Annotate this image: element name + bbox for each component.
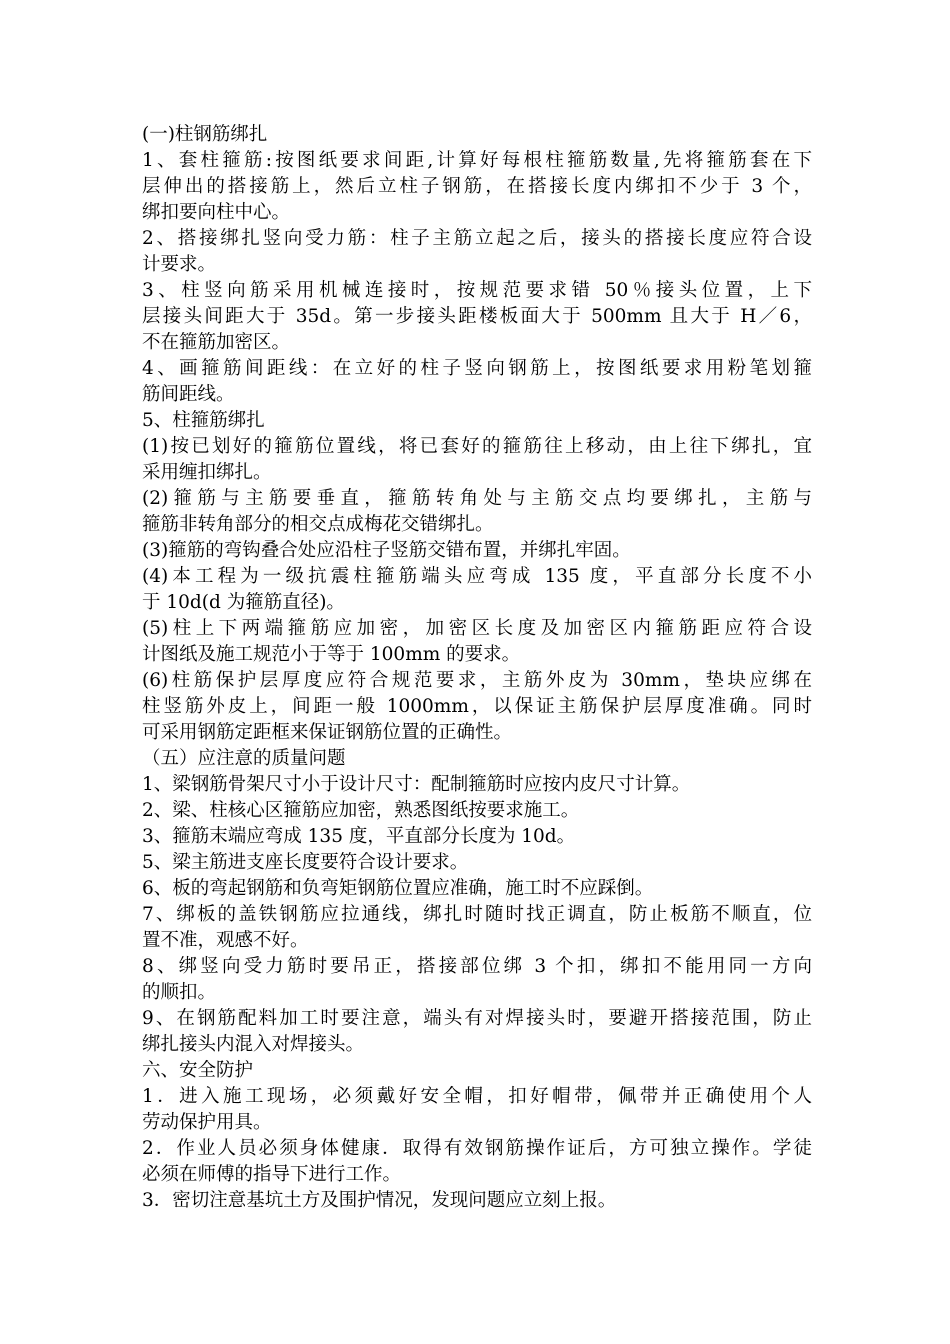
- text-line: 4、画箍筋间距线：在立好的柱子竖向钢筋上，按图纸要求用粉笔划箍: [142, 358, 812, 379]
- text-line: 必须在师傅的指导下进行工作。: [142, 1164, 402, 1185]
- text-line: 2．作业人员必须身体健康．取得有效钢筋操作证后，方可独立操作。学徒: [142, 1138, 812, 1159]
- text-line: 绑扎接头内混入对焊接头。: [142, 1034, 365, 1055]
- text-line: (6)柱筋保护层厚度应符合规范要求，主筋外皮为 30mm，垫块应绑在: [142, 670, 812, 691]
- text-line: 不在箍筋加密区。: [142, 332, 291, 353]
- text-line: （五）应注意的质量问题: [142, 748, 346, 769]
- text-line: 六、安全防护: [142, 1060, 254, 1081]
- text-line: 5、梁主筋进支座长度要符合设计要求。: [142, 852, 469, 873]
- text-line: 柱竖筋外皮上，间距一般 1000mm，以保证主筋保护层厚度准确。同时: [142, 696, 812, 717]
- text-line: 计图纸及施工规范小于等于 100mm 的要求。: [142, 644, 521, 665]
- text-line: 1．进入施工现场，必须戴好安全帽，扣好帽带，佩带并正确使用个人: [142, 1086, 812, 1107]
- text-line: (一)柱钢筋绑扎: [142, 124, 268, 145]
- text-line: 2、梁、柱核心区箍筋应加密，熟悉图纸按要求施工。: [142, 800, 580, 821]
- text-line: 8、绑竖向受力筋时要吊正，搭接部位绑 3 个扣，绑扣不能用同一方向: [142, 956, 812, 977]
- text-line: 筋间距线。: [142, 384, 235, 405]
- text-line: 层伸出的搭接筋上，然后立柱子钢筋，在搭接长度内绑扣不少于 3 个，: [142, 176, 812, 197]
- text-line: 3．密切注意基坑土方及围护情况，发现问题应立刻上报。: [142, 1190, 617, 1211]
- text-line: 1、套柱箍筋:按图纸要求间距,计算好每根柱箍筋数量,先将箍筋套在下: [142, 150, 812, 171]
- text-line: (5)柱上下两端箍筋应加密，加密区长度及加密区内箍筋距应符合设: [142, 618, 812, 639]
- text-line: 于 10d(d 为箍筋直径)。: [142, 592, 345, 613]
- text-line: 置不准，观感不好。: [142, 930, 309, 951]
- text-line: (3)箍筋的弯钩叠合处应沿柱子竖筋交错布置，并绑扎牢固。: [142, 540, 631, 561]
- text-line: 箍筋非转角部分的相交点成梅花交错绑扎。: [142, 514, 494, 535]
- text-line: 计要求。: [142, 254, 217, 275]
- text-line: 绑扣要向柱中心。: [142, 202, 291, 223]
- text-line: 2、搭接绑扎竖向受力筋：柱子主筋立起之后，接头的搭接长度应符合设: [142, 228, 812, 249]
- text-line: 采用缠扣绑扎。: [142, 462, 272, 483]
- text-line: 6、板的弯起钢筋和负弯矩钢筋位置应准确，施工时不应踩倒。: [142, 878, 654, 899]
- text-line: 1、梁钢筋骨架尺寸小于设计尺寸：配制箍筋时应按内皮尺寸计算。: [142, 774, 691, 795]
- text-line: 层接头间距大于 35d。第一步接头距楼板面大于 500mm 且大于 H／6，: [142, 306, 812, 327]
- text-line: 3、柱竖向筋采用机械连接时，按规范要求错 50％接头位置，上下: [142, 280, 812, 301]
- text-line: 9、在钢筋配料加工时要注意，端头有对焊接头时，要避开搭接范围，防止: [142, 1008, 812, 1029]
- text-line: 3、箍筋末端应弯成 135 度，平直部分长度为 10d。: [142, 826, 576, 847]
- text-line: 可采用钢筋定距框来保证钢筋位置的正确性。: [142, 722, 513, 743]
- text-line: 劳动保护用具。: [142, 1112, 272, 1133]
- document-body: [142, 122, 812, 1214]
- text-line: 5、柱箍筋绑扎: [142, 410, 265, 431]
- text-line: (1)按已划好的箍筋位置线，将已套好的箍筋往上移动，由上往下绑扎，宜: [142, 436, 812, 457]
- text-line: (2)箍筋与主筋要垂直，箍筋转角处与主筋交点均要绑扎，主筋与: [142, 488, 812, 509]
- text-line: 的顺扣。: [142, 982, 217, 1003]
- text-line: (4)本工程为一级抗震柱箍筋端头应弯成 135 度，平直部分长度不小: [142, 566, 812, 587]
- text-line: 7、绑板的盖铁钢筋应拉通线，绑扎时随时找正调直，防止板筋不顺直，位: [142, 904, 812, 925]
